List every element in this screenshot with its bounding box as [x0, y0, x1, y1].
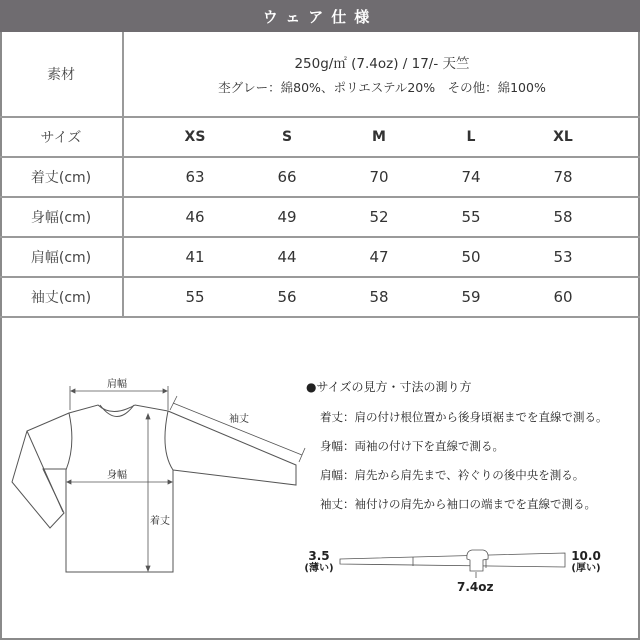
guide-title: ●サイズの見方・寸法の測り方: [306, 380, 472, 394]
table-cell: 55: [461, 208, 481, 226]
table-cell: 60: [553, 288, 573, 306]
table-cell: 50: [461, 248, 481, 266]
table-cell: 52: [369, 208, 389, 226]
size-s: S: [281, 129, 293, 145]
measurement-guide: [306, 378, 636, 525]
size-xl: XL: [553, 129, 573, 145]
material-composition: 杢グレー：綿80%、ポリエステル20% その他：綿100%: [218, 80, 546, 95]
guide-item-shoulder-width: 肩幅：肩先から肩先まで、衿ぐりの後中央を測る。: [320, 468, 585, 482]
row-label: 着丈(cm): [0, 158, 124, 196]
table-cell: 63: [185, 168, 205, 186]
table-cell: 53: [553, 248, 573, 266]
table-cell: 56: [277, 288, 297, 306]
table-cell: 44: [277, 248, 297, 266]
body-length-label: 着丈: [150, 516, 170, 527]
table-cell: 46: [185, 208, 205, 226]
gauge-min: [302, 550, 336, 574]
size-m: M: [372, 129, 386, 145]
gauge-current-value: 7.4oz: [457, 580, 494, 594]
shoulder-width-label: 肩幅: [107, 379, 127, 390]
gauge-min-value: 3.5: [308, 549, 330, 563]
row-label: 肩幅(cm): [0, 238, 124, 276]
gauge-min-label: (薄い): [304, 563, 334, 574]
table-cell: 74: [461, 168, 481, 186]
row-label: 袖丈(cm): [0, 278, 124, 316]
table-cell: 41: [185, 248, 205, 266]
table-cell: 47: [369, 248, 389, 266]
guide-item-body-width: 身幅：両袖の付け下を直線で測る。: [320, 439, 504, 453]
body-width-label: 身幅: [107, 470, 127, 481]
guide-item-sleeve-length: 袖丈：袖付けの肩先から袖口の端までを直線で測る。: [320, 497, 596, 511]
gauge-max-value: 10.0: [571, 549, 601, 563]
gauge-max: [566, 550, 606, 574]
table-cell: 49: [277, 208, 297, 226]
size-header-label: サイズ: [0, 118, 124, 156]
material-label: 素材: [0, 32, 124, 116]
sleeve-length-label: 袖丈: [229, 414, 249, 425]
table-cell: 66: [277, 168, 297, 186]
gauge-max-label: (厚い): [571, 563, 601, 574]
row-label: 身幅(cm): [0, 198, 124, 236]
size-xs: XS: [184, 129, 206, 145]
table-cell: 58: [369, 288, 389, 306]
table-cell: 59: [461, 288, 481, 306]
table-cell: 58: [553, 208, 573, 226]
table-cell: 78: [553, 168, 573, 186]
guide-item-body-length: 着丈：肩の付け根位置から後身頃裾までを直線で測る。: [320, 410, 608, 424]
header-title: ウェア仕様: [262, 7, 378, 26]
table-cell: 70: [369, 168, 389, 186]
table-cell: 55: [185, 288, 205, 306]
material-weight: 250g/㎡ (7.4oz) / 17/- 天竺: [294, 56, 470, 72]
size-l: L: [466, 129, 476, 145]
